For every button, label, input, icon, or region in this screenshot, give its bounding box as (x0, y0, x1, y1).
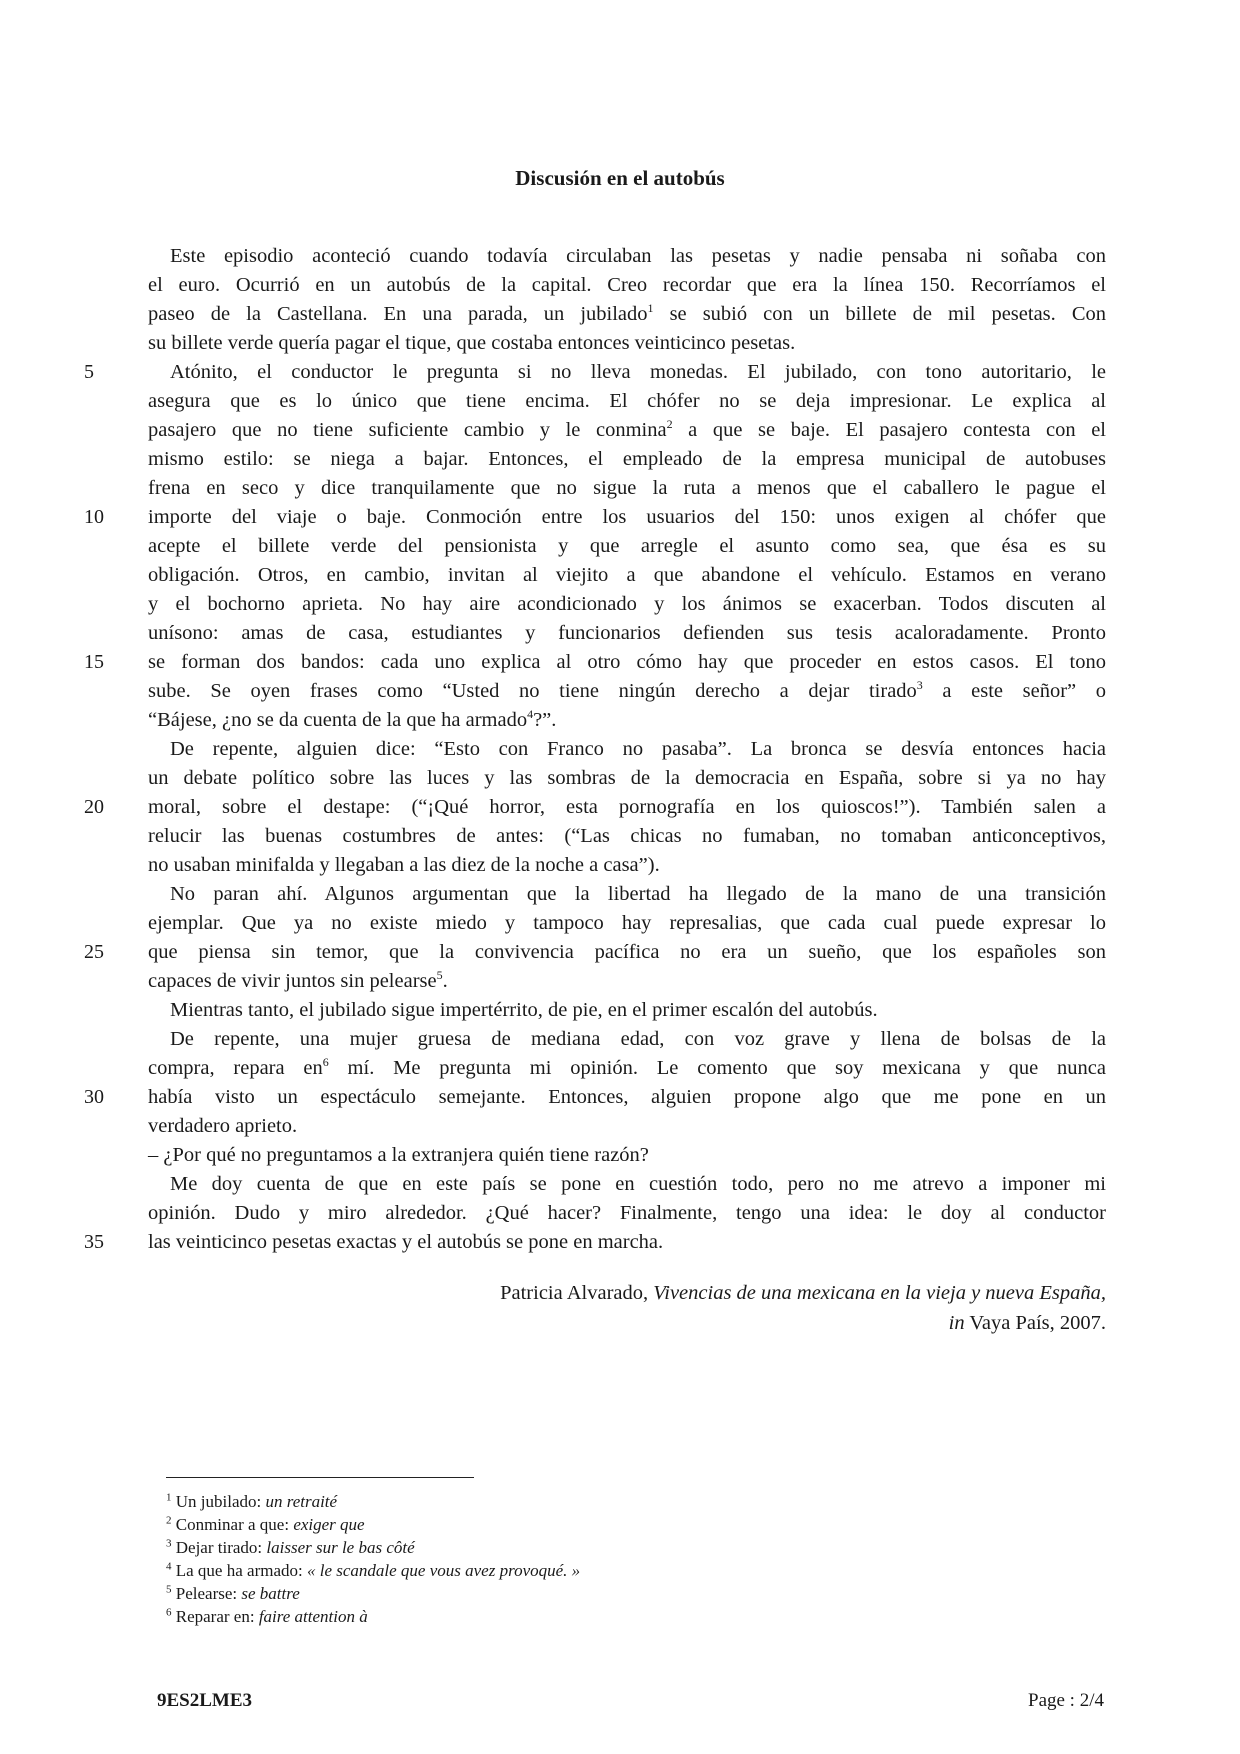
text-line (148, 300, 1106, 329)
line-text: compra, repara en (148, 1057, 323, 1079)
footnote-number: 5 (166, 1583, 172, 1596)
text-line (84, 503, 1106, 532)
text-line (148, 329, 1106, 358)
line-text: se forman dos bandos: cada uno explica al otro cómo hay que proceder en estos casos. El tono (148, 651, 1106, 673)
text-line (148, 764, 1106, 793)
text-line (148, 445, 1106, 474)
line-text: importe del viaje o baje. Conmoción entre los usuarios del 150: unos exigen al chófer que (148, 506, 1106, 528)
footnote-number: 6 (166, 1606, 172, 1619)
text-line (84, 358, 1106, 387)
line-text: “Bájese, ¿no se da cuenta de la que ha armado (148, 709, 528, 731)
footer-code: 9ES2LME3 (157, 1690, 253, 1711)
line-text: De repente, una mujer gruesa de mediana edad, con voz grave y llena de bolsas de la (170, 1028, 1106, 1050)
line-number: 10 (84, 506, 104, 528)
text-line (148, 1141, 1106, 1170)
footnote-translation: laisser sur le bas côté (266, 1538, 415, 1557)
line-text: moral, sobre el destape: (“¡Qué horror, esta pornografía en los quioscos!”). También salen a (148, 796, 1106, 818)
line-text: el euro. Ocurrió en un autobús de la capital. Creo recordar que era la línea 150. Recorríamos el (148, 274, 1106, 296)
footnote-term: Un jubilado: (175, 1492, 266, 1511)
line-text: Me doy cuenta de que en este país se pone en cuestión todo, pero no me atrevo a imponer mi (170, 1173, 1106, 1195)
footnote-number: 3 (166, 1537, 172, 1550)
footnote-term: Reparar en: (175, 1607, 259, 1626)
text-line (148, 735, 1106, 764)
footer-page-number: Page : 2/4 (1028, 1690, 1104, 1711)
line-text-continued: . (442, 970, 448, 992)
text-line (148, 416, 1106, 445)
footnote-term: La que ha armado: (175, 1561, 307, 1580)
footnote-marker: 2 (666, 417, 673, 432)
line-text: paseo de la Castellana. En una parada, un jubilado (148, 303, 648, 325)
attribution-line-1 (306, 1278, 1106, 1308)
line-text: pasajero que no tiene suficiente cambio y le conmina (148, 419, 667, 441)
text-line (148, 880, 1106, 909)
line-text: Este episodio aconteció cuando todavía circulaban las pesetas y nadie pensaba ni soñaba con (170, 245, 1106, 267)
text-line (148, 242, 1106, 271)
line-text: que piensa sin temor, que la convivencia pacífica no era un sueño, que los españoles son (148, 941, 1106, 963)
line-text: asegura que es lo único que tiene encima. El chófer no se deja impresionar. Le explica al (148, 390, 1106, 412)
text-line (148, 851, 1106, 880)
line-text: Mientras tanto, el jubilado sigue impertérrito, de pie, en el primer escalón del autobús. (170, 999, 878, 1021)
footnote-item (166, 1582, 766, 1605)
line-text: no usaban minifalda y llegaban a las diez de la noche a casa”). (148, 854, 660, 876)
footnote-translation: exiger que (293, 1515, 365, 1534)
footnote-marker: 3 (916, 678, 923, 693)
line-text: verdadero aprieto. (148, 1115, 298, 1137)
text-line (148, 1199, 1106, 1228)
footnote-term: Dejar tirado: (175, 1538, 267, 1557)
line-text: ejemplar. Que ya no existe miedo y tampoco hay represalias, que cada cual puede expresar lo (148, 912, 1106, 934)
line-text-continued: a que se baje. El pasajero contesta con el (672, 419, 1106, 441)
text-line (148, 387, 1106, 416)
line-number: 5 (84, 361, 94, 383)
line-text-continued: ?”. (533, 709, 557, 731)
line-number: 15 (84, 651, 104, 673)
body-text (84, 242, 1106, 1257)
line-text: sube. Se oyen frases como “Usted no tiene ningún derecho a dejar tirado (148, 680, 917, 702)
footnotes (166, 1490, 766, 1628)
line-number: 20 (84, 796, 104, 818)
line-text-continued: a este señor” o (922, 680, 1106, 702)
text-line (148, 1170, 1106, 1199)
line-number: 35 (84, 1231, 104, 1253)
footnote-divider (166, 1477, 474, 1478)
text-line (84, 793, 1106, 822)
footnote-marker: 4 (527, 707, 534, 722)
line-number: 30 (84, 1086, 104, 1108)
footnote-number: 1 (166, 1491, 172, 1504)
text-line (84, 648, 1106, 677)
text-line (148, 561, 1106, 590)
attribution-source: Vaya País, 2007. (964, 1312, 1106, 1334)
line-text: opinión. Dudo y miro alrededor. ¿Qué hacer? Finalmente, tengo una idea: le doy al conductor (148, 1202, 1106, 1224)
attribution-author: Patricia Alvarado, (500, 1282, 654, 1304)
line-text: y el bochorno aprieta. No hay aire acondicionado y los ánimos se exacerban. Todos discuten al (148, 593, 1106, 615)
footnote-marker: 6 (322, 1055, 329, 1070)
line-text: mismo estilo: se niega a bajar. Entonces, el empleado de la empresa municipal de autobuses (148, 448, 1106, 470)
text-line (148, 590, 1106, 619)
footnote-translation: faire attention à (258, 1607, 368, 1626)
text-line (148, 967, 1106, 996)
footnote-item (166, 1513, 766, 1536)
footnote-item (166, 1605, 766, 1628)
text-line (148, 474, 1106, 503)
line-text: su billete verde quería pagar el tique, que costaba entonces veinticinco pesetas. (148, 332, 796, 354)
text-line (84, 1228, 1106, 1257)
footnote-item (166, 1490, 766, 1513)
attribution-in: in (948, 1312, 965, 1334)
line-text: había visto un espectáculo semejante. Entonces, alguien propone algo que me pone en un (148, 1086, 1106, 1108)
text-line (148, 677, 1106, 706)
footnote-marker: 5 (436, 968, 443, 983)
line-text: las veinticinco pesetas exactas y el autobús se pone en marcha. (148, 1231, 664, 1253)
line-text: – ¿Por qué no preguntamos a la extranjera quién tiene razón? (148, 1144, 649, 1166)
footnote-marker: 1 (647, 301, 654, 316)
footnote-number: 4 (166, 1560, 172, 1573)
footnote-translation: se battre (241, 1584, 300, 1603)
line-text: un debate político sobre las luces y las sombras de la democracia en España, sobre si ya no hay (148, 767, 1106, 789)
line-text: capaces de vivir juntos sin pelearse (148, 970, 437, 992)
line-number: 25 (84, 941, 104, 963)
footnote-translation: « le scandale que vous avez provoqué. » (306, 1561, 581, 1580)
line-text: frena en seco y dice tranquilamente que no sigue la ruta a menos que el caballero le pague el (148, 477, 1106, 499)
text-line (148, 1112, 1106, 1141)
line-text-continued: se subió con un billete de mil pesetas. Con (653, 303, 1106, 325)
line-text-continued: mí. Me pregunta mi opinión. Le comento que soy mexicana y que nunca (328, 1057, 1106, 1079)
text-line (148, 1054, 1106, 1083)
footnote-item (166, 1559, 766, 1582)
footnote-term: Pelearse: (175, 1584, 242, 1603)
attribution-work: Vivencias de una mexicana en la vieja y nueva España, (653, 1282, 1106, 1304)
line-text: Atónito, el conductor le pregunta si no lleva monedas. El jubilado, con tono autoritario, le (170, 361, 1106, 383)
document-title: Discusión en el autobús (515, 166, 725, 190)
footnote-term: Conminar a que: (175, 1515, 294, 1534)
text-line (148, 822, 1106, 851)
text-line (148, 909, 1106, 938)
text-line (84, 1083, 1106, 1112)
text-line (148, 1025, 1106, 1054)
text-line (148, 996, 1106, 1025)
text-line (148, 532, 1106, 561)
footnote-item (166, 1536, 766, 1559)
text-line (148, 619, 1106, 648)
line-text: relucir las buenas costumbres de antes: (“Las chicas no fumaban, no tomaban anticonceptivos, (148, 825, 1106, 847)
attribution-line-2 (306, 1308, 1106, 1338)
line-text: obligación. Otros, en cambio, invitan al viejito a que abandone el vehículo. Estamos en verano (148, 564, 1106, 586)
text-line (148, 271, 1106, 300)
text-line (148, 706, 1106, 735)
line-text: No paran ahí. Algunos argumentan que la libertad ha llegado de la mano de una transición (170, 883, 1106, 905)
line-text: unísono: amas de casa, estudiantes y funcionarios defienden sus tesis acaloradamente. Pronto (148, 622, 1106, 644)
footnote-translation: un retraité (265, 1492, 338, 1511)
attribution (306, 1278, 1106, 1338)
footnote-number: 2 (166, 1514, 172, 1527)
line-text: acepte el billete verde del pensionista y que arregle el asunto como sea, que ésa es su (148, 535, 1106, 557)
line-text: De repente, alguien dice: “Esto con Franco no pasaba”. La bronca se desvía entonces hacia (170, 738, 1106, 760)
text-line (84, 938, 1106, 967)
